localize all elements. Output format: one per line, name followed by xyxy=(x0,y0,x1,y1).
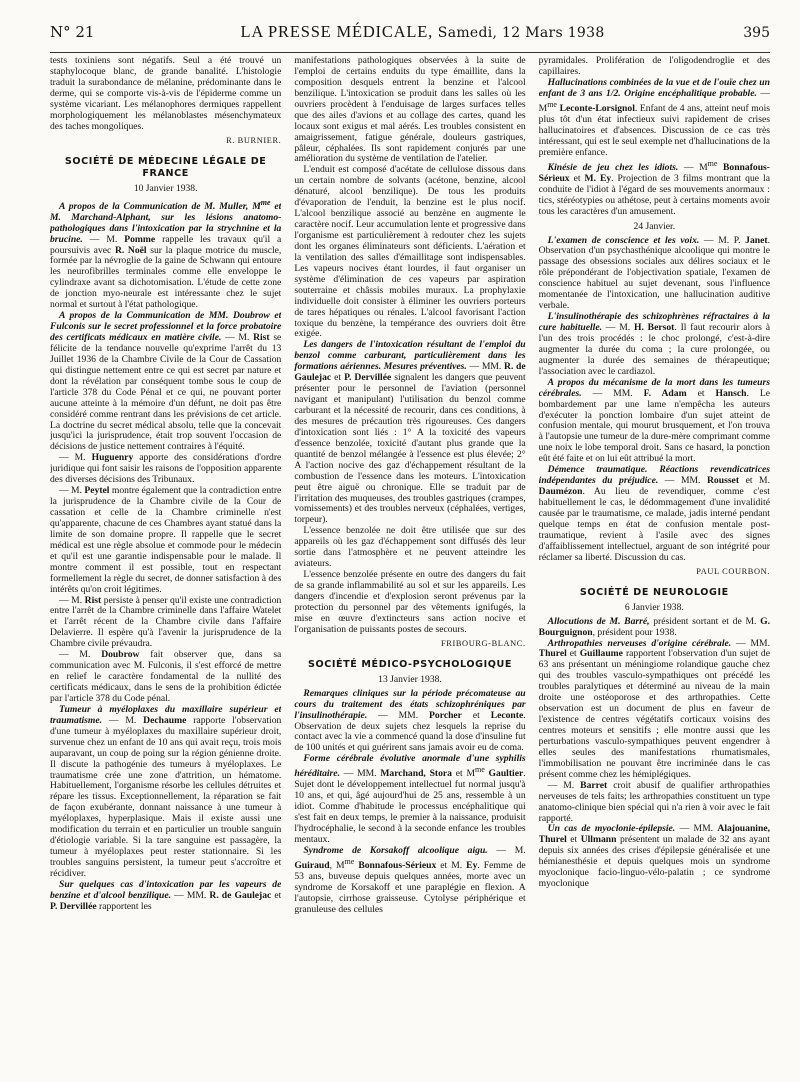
section-heading: SOCIÉTÉ MÉDICO-PSYCHOLOGIQUE xyxy=(307,658,513,670)
section-heading: SOCIÉTÉ DE NEUROLOGIE xyxy=(579,586,729,598)
page-header xyxy=(50,22,770,50)
paragraph: pyramidales. Prolifération de l'oligodendroglie et des capillaires. xyxy=(538,56,770,77)
page-number: 395 xyxy=(743,25,770,41)
communication xyxy=(539,312,770,378)
communication xyxy=(539,824,770,890)
communication-body: — $M^{me}$ Bonnafous-Sérieux et M. Ey. Projection de 3 films montrant que la conduite de l'idiot à l'égard de ses mouvements anormaux : tics, stéréotypies ou athétose, peut à certains moments avoir tous les caractères d'un amusement. xyxy=(538,158,770,217)
column-1 xyxy=(50,56,281,1074)
paragraph: L'essence benzolée présente en outre des dangers du fait de sa grande inflammabilité au sol et sur les appareils. Les dangers d'incendie et d'explosion seront prévenus par la protection du personnel par des vêtements ignifugés, la mise en œuvre d'extincteurs sans action nocive et l'organisation de puissants postes de secours. xyxy=(294,569,526,635)
communication xyxy=(294,340,525,526)
communication xyxy=(50,198,281,312)
communication-body: — MM. R. de Gaulejac et P. Dervillée rapportent les xyxy=(50,889,282,912)
communication xyxy=(50,705,281,880)
communication-title: L'insulinothérapie des schizophrènes réfractaires à la cure habituelle. xyxy=(538,311,770,334)
communication-body: — MM. R. de Gaulejac et P. Dervillée signalent les dangers que peuvent présenter pour le personnel de l'aviation (personnel navigant et manipulant) l'utilisation du benzol comme carburant et la nécessité de recourir, dans ces conditions, à des mesures de précaution très rigoureuses. Ces dangers d'intoxication sont liés : 1° A la toxicité des vapeurs d'essence benzolée, toxicité d'autant plus grande que la quantité de benzol mélangée à l'essence est plus élevée; 2° A l'action nocive des gaz d'échappement résultant de la combustion de l'essence dans les moteurs. L'intoxication peut être aiguë ou chronique. Elle se traduit par de l'irritation des muqueuses, des troubles gastriques (crampes, vomissements) et des troubles nerveux (céphalées, vertiges, torpeur). xyxy=(294,361,526,526)
communication-title: Hallucinations combinées de la vue et de l'ouïe chez un enfant de 3 ans 1/2. Origine encéphalitique probable. xyxy=(538,76,770,99)
communication-body: — M. Rist se félicite de la tendance nouvelle qu'exprime l'arrêt du 13 Juillet 1936 de la Chambre Civile de la Cour de Cassation qui distingue nettement entre ce qui est secret par nature et dont la révélation par conséquent tombe sous le coup de l'article 378 du Code Pénal et ce qui, ne pouvant porter aucune atteinte à la mémoire d'un défunt, ne doit pas être considéré comme rentrant dans les prévisions de cet article. La doctrine du secret médical absolu, telle que la concevait jusqu'ici la jurisprudence, était trop souvent l'occasion de décisions de justice nettement contraires à l'équité. xyxy=(50,332,282,453)
communication xyxy=(539,617,770,639)
communication-title: Arthropathies nerveuses d'origine cérébrale. xyxy=(547,637,732,649)
column-2 xyxy=(294,56,525,1074)
communication-body: — M. Guiraud, $M^{me}$ Bonnafous-Sérieux et M. Ey. Femme de 53 ans, buveuse depuis quelques années, morte avec un syndrome de Korsakoff et une paraplégie en flexion. A l'autopsie, cirrhose graisseuse. Cytolyse périphérique et granuleuse des cellules xyxy=(294,845,526,915)
running-title xyxy=(135,22,710,42)
issue-number: N° 21 xyxy=(50,23,95,41)
communication-title: Démence traumatique. Réactions revendicatrices indépendantes du préjudice. xyxy=(538,464,770,487)
communication xyxy=(539,465,770,563)
communication-body: — MM. Marchand, Stora et $M^{me}$ Gaultier. Sujet dont le développement intellectuel fut normal jusqu'à 10 ans, et qui, âgé aujourd'hui de 25 ans, ressemble à un idiot. Comme d'habitude le processus encéphalitique qui s'est fait en deux temps, le premier à la naissance, produisit l'hydrocéphalie, le second à la seconde enfance les troubles mentaux. xyxy=(294,765,526,846)
communication-title: A propos de la Communication de MM. Doubrow et Fulconis sur le secret professionnel et la force probatoire des certificats médicaux en matière civile. xyxy=(50,310,282,344)
communication xyxy=(539,78,770,159)
discussion: — M. Barret croit abusif de qualifier arthropathies nerveuses de tels faits; les arthropathies constituent un type anatomo-clinique bien spécial qui n'a rien à voir avec le fait rapporté. xyxy=(538,779,770,824)
communication-title: Tumeur à myéloplaxes du maxillaire supérieur et traumatisme. xyxy=(50,703,282,726)
communication-body: — M. Dechaume rapporte l'observation d'une tumeur à myéloplaxes du maxillaire supérieur droit, survenue chez un enfant de 10 ans qui avait reçu, trois mois auparavant, un coup de poing sur la région génienne droite. Il discute la pathogénie des tumeurs à myéloplaxes. Le traumatisme crée une zone d'attrition, un hématome. Habituellement, l'organisme résorbe les cellules détruites et répare les tissus. Exceptionnellement, la réparation se fait de façon exubérante, donnant naissance à une tumeur à myéloplaxes, hyperplasique. Mais il existe aussi une modification du terrain et en particulier un trouble sanguin d'étiologie variable. Si la tare sanguine est passagère, la tumeur à myéloplaxes peut rester stationnaire. Si les troubles sanguins persistent, la tumeur peut s'accroître et récidiver. xyxy=(50,714,282,879)
communication xyxy=(50,311,281,453)
communication xyxy=(50,880,281,913)
paragraph: manifestations pathologiques observées à la suite de l'emploi de certains enduits du type émaillite, dans la composition desquels entrent la benzine et l'alcool benzilique. L'intoxication se produit dans les salles où les ouvriers procèdent à l'enduisage de larges surfaces telles que des ailes d'avions et au collage des cartes, quand les locaux sont exigus et mal aérés. Les troubles consistent en amaigrissement, fatigue générale, douleurs gastriques, pâleur, céphalées. Ils sont rapidement conjurés par une amélioration du système de ventilation de l'atelier. xyxy=(294,56,526,165)
section-date: 13 Janvier 1938. xyxy=(378,673,442,685)
communication-title: Syndrome de Korsakoff alcoolique aigu. xyxy=(303,845,488,857)
discussion: — M. Huguenry apporte des considérations d'ordre juridique qui font saisir les raisons de l'opposition apparente des diverses décisions des Tribunaux. xyxy=(50,452,282,486)
discussion: — M. Peytel montre également que la contradiction entre la jurisprudence de la Chambre civile de la Cour de cassation et celle de la Chambre criminelle n'est qu'apparente, chacune de ces Chambres ayant statué dans la limite de son domaine propre. Il rappelle que le secret médical est une règle absolue et commode pour le médecin et qu'il est une garantie indispensable pour le malade. Il montre comment il est possible, tout en respectant formellement la règle du secret, de donner satisfaction à des intérêts qu'on croit légitimes. xyxy=(50,485,282,595)
section-date: 6 Janvier 1938. xyxy=(624,601,684,613)
discussion: — M. Rist persiste à penser qu'il existe une contradiction entre l'arrêt de la Chambre criminelle dans l'affaire Watelet et l'arrêt récent de la Chambre civile dans l'affaire Delavierre. Il espère qu'à l'avenir la jurisprudence de la Chambre civile prévaudra. xyxy=(50,594,282,650)
journal-name: LA PRESSE MÉDICALE, xyxy=(240,22,434,41)
header-rule xyxy=(50,52,770,53)
communication xyxy=(539,378,770,466)
communication-title: Remarques cliniques sur la période précomateuse au cours du traitement des états schizophréniques par l'insulinothérapie. xyxy=(294,687,526,721)
communication-body: — MM. Rousset et M. Daumézon. Au lieu de revendiquer, comme c'est habituellement le cas, le dédommagement d'une invalidité causée par le traumatisme, ce malade, jadis interné pendant quelque temps en état de confusion mentale post-traumatique, revient à l'asile avec des signes d'affaiblissement intellectuel, arguant de son intégrité pour réclamer sa liberté. Discussion du cas. xyxy=(538,475,770,563)
section-date: 10 Janvier 1938. xyxy=(133,182,198,194)
communication-title: Un cas de myoclonie-épilepsie. xyxy=(547,823,676,835)
communication xyxy=(294,754,525,846)
communication-body: — MM. Alajouanine, Thurel et Ullmann présentent un malade de 32 ans ayant depuis six années des crises d'épilepsie généralisée et une hémianesthésie et depuis quelques mois un syndrome myoclonique facio-linguo-vélo-palatin ; ce syndrome myoclonique xyxy=(538,823,770,890)
communication xyxy=(294,846,525,916)
communication-title: Kinésie de jeu chez les idiots. xyxy=(547,161,679,173)
communication-body: — $M^{me}$ Leconte-Lorsignol. Enfant de 4 ans, atteint neuf mois plus tôt d'un état infectieux suivi rapidement de crises hallucinatoires et d'absences. Discussion de ce cas très intéressant, qui est le seul exemple net d'hallucinations de la première enfance. xyxy=(538,87,770,158)
communication xyxy=(294,689,525,755)
sub-date: 24 Janvier. xyxy=(633,220,676,232)
signature: PAUL COURBON. xyxy=(696,566,770,576)
discussion: — M. Doubrow fait observer que, dans sa communication avec M. Fulconis, il s'est efforcé de mettre en relief le caractère fondamental de la nullité des certificats médicaux, dans le sens de la prohibition édictée par l'article 378 du Code pénal. xyxy=(50,649,282,704)
signature: FRIBOURG-BLANC. xyxy=(441,638,526,648)
communication xyxy=(539,159,770,218)
communication-title: Les dangers de l'intoxication résultant de l'emploi du benzol comme carburant, particulièrement dans les formations aériennes. Mesures préventives. xyxy=(294,339,526,373)
communication-body: — MM. Porcher et Leconte. Observation de deux sujets chez lesquels la reprise du contact avec la vie a commencé quand la dose d'insuline fut de 100 unités et qui guérirent sans jamais avoir eu de coma. xyxy=(294,709,526,754)
communication-body: — M. Pomme rappelle les travaux qu'il a poursuivis avec R. Noël sur la plaque motrice du muscle, formée par la névroglie de la gaine de Schwann qui entoure les neurofibrilles terminales comme elle enveloppe le cylindraxe avant sa dichotomisation. L'étude de cette zone de jonction myo-neurale est intéressante chez le sujet normal et surtout à l'état pathologique. xyxy=(50,233,282,311)
paragraph: tests toxiniens sont négatifs. Seul a été trouvé un staphylocoque blanc, de grande banalité. L'histologie traduit la surabondance de mélanine, prédominante dans le derme, qui se comporte vis-à-vis de l'épiderme comme un système vicariant. Les mélanophores dermiques rappellent morphologiquement les mélanoblastes mésenchymateux des taches mongoliques. xyxy=(50,56,282,132)
communication-body: — MM. Thurel et Guillaume rapportent l'observation d'un sujet de 63 ans présentant un méningiome rolandique gauche chez qui des troubles vasculo-sympathiques ont précédé les troubles paralytiques et déterminé au niveau de la main droite une ostéoporose et des arthropathies. Cette observation est un document de plus en faveur de l'existence de centres végétatifs corticaux voisins des centres moteurs et sensitifs ; elle montre aussi que les perturbations vasculo-sympathiques peuvent engendrer à elles seules des manifestations rhumatismales, l'immobilisation ne pouvant être incriminée dans le cas présent comme chez les hémiplégiques. xyxy=(538,637,770,780)
communication xyxy=(539,639,770,781)
communication-title: L'examen de conscience et les voix. xyxy=(547,234,700,246)
paragraph: L'essence benzolée ne doit être utilisée que sur des appareils où les gaz d'échappement sont diffusés dès leur sortie dans l'atmosphère et ne peuvent atteindre les aviateurs. xyxy=(294,525,526,570)
communication-body: — M. H. Bersot. Il faut recourir alors à l'un des trois procédés : le choc prolongé, c'est-à-dire augmenter la durée du coma ; la cure prolongée, ou augmenter la durée des semaines de thérapeutique; l'association avec le cardiazol. xyxy=(538,322,770,377)
communication-title: Sur quelques cas d'intoxication par les vapeurs de benzine et d'alcool benzilique. xyxy=(50,878,282,901)
column-3 xyxy=(539,56,770,1074)
communication-title: Allocutions de M. Barré, xyxy=(547,615,650,627)
communication-body: — MM. F. Adam et Hansch. Le bombardement par une lame n'empêcha les auteurs d'exécuter la ponction lombaire d'un sujet atteint de confusion mentale, qui mourut brusquement, et l'on trouva à l'autopsie une tumeur de la dure-mère comprimant comme une noix le lobe temporal droit. Sans ce hasard, la ponction eût été faite et on lui eût attribué la mort. xyxy=(538,387,770,465)
communication-body: — M. P. Janet. Observation d'un psychasthénique alcoolique qui montre le passage des obsessions sociales aux délires sociaux et le rôle prépondérant de l'objectivation spatiale, l'examen de conscience habituel au sujet devenant, sous l'influence momentanée de l'intoxication, une hallucination auditive verbale. xyxy=(538,234,770,312)
communication-title: Forme cérébrale évolutive anormale d'une syphilis héréditaire. xyxy=(294,753,526,780)
communication-body: président sortant et de M. G. Bourguignon, président pour 1938. xyxy=(538,615,770,638)
paragraph: L'enduit est composé d'acétate de cellulose dissous dans un certain nombre de solvants (acétone, benzine, alcool dénaturé, alcool benzilique). De tous les produits d'évaporation de l'enduit, la benzine est le plus nocif. L'alcool benzilique associé au benzène en augmente le caractère nocif. Leur accumulation lente et progressive dans l'organisme est particulièrement à redouter chez les sujets dont les organes éliminateurs sont déficients. L'aération et la ventilation des salles d'émaillitage sont indispensables. Les vapeurs nocives étant lourdes, il faut organiser un système d'élimination de ces vapeurs par aspiration souterraine et châssis mobiles muraux. La prophylaxie individuelle doit consister à éliminer les ouvriers porteurs de tares hépatiques ou rénales. L'alcool favorisant l'action toxique du benzène, la tempérance des ouvriers doit être exigée. xyxy=(294,164,526,340)
text-columns xyxy=(50,56,770,1074)
communication-title: A propos du mécanisme de la mort dans les tumeurs cérébrales. xyxy=(538,376,770,399)
section-heading: SOCIÉTÉ DE MÉDECINE LÉGALE DE FRANCE xyxy=(64,155,267,179)
communication xyxy=(539,236,770,313)
communication-title: A propos de la Communication de M. Muller, $M^{me}$ et M. Marchand-Alphant, sur les lésions anatomo-pathologiques dans l'intoxication par la strychnine et la brucine. xyxy=(50,197,282,245)
signature: R. BURNIER. xyxy=(226,135,282,145)
issue-date: Samedi, 12 Mars 1938 xyxy=(433,25,605,41)
